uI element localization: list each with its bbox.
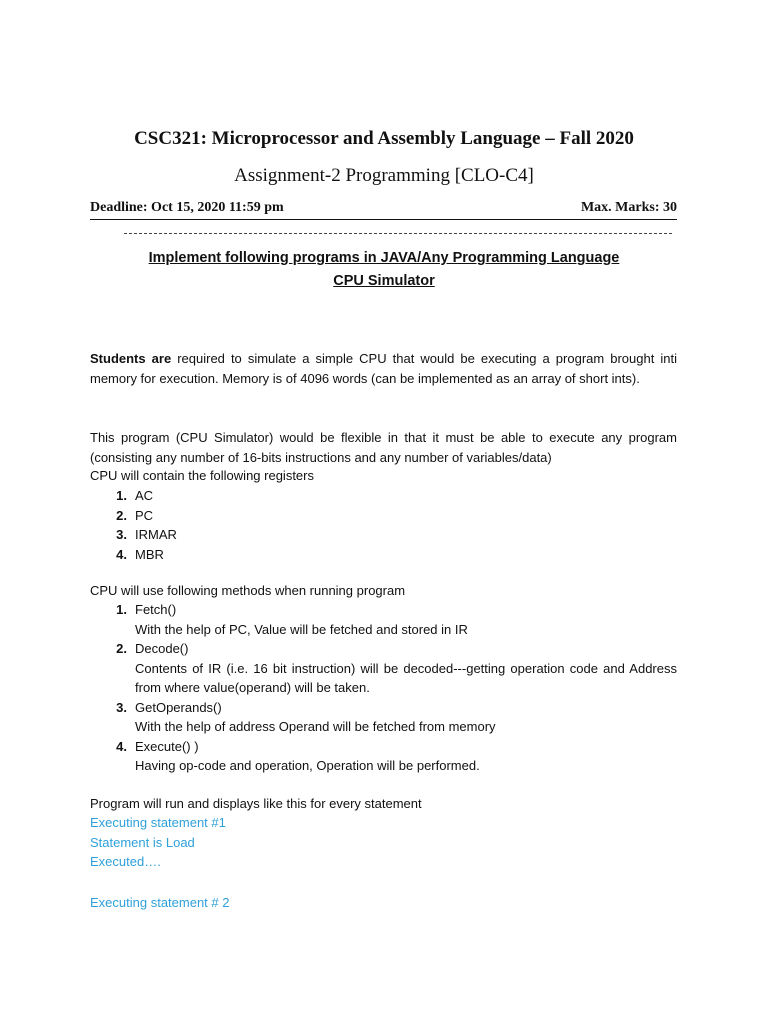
run-intro: Program will run and displays like this for every statement	[90, 796, 422, 811]
assignment-heading: Implement following programs in JAVA/Any Programming Language	[148, 250, 620, 266]
list-item: 2. Decode() Contents of IR (i.e. 16 bit instruction) will be decoded---getting operation code and Address from where value(operand) will be taken.	[90, 639, 677, 698]
course-title: CSC321: Microprocessor and Assembly Language – Fall 2020	[134, 128, 634, 149]
students-paragraph	[90, 349, 677, 388]
meta-row	[90, 200, 677, 220]
students-label: Students are	[90, 351, 172, 366]
list-item: 4. Execute() ) Having op-code and operation, Operation will be performed.	[90, 737, 677, 776]
dashed-divider	[124, 233, 672, 234]
list-item: 3. GetOperands() With the help of address Operand will be fetched from memory	[90, 698, 677, 737]
sample-output-line: Executing statement # 2	[90, 895, 230, 910]
method-name: Execute() )	[135, 738, 199, 754]
sample-output-line: Executing statement #1	[90, 815, 226, 830]
list-item: 1. Fetch() With the help of PC, Value will be fetched and stored in IR	[90, 600, 677, 639]
method-name: GetOperands()	[135, 699, 222, 715]
assignment-title: Assignment-2 Programming [CLO-C4]	[234, 165, 534, 186]
students-text: required to simulate a simple CPU that would be executing a program brought inti memory for execution. Memory is of 4096 words (can be implemented as an array of short ints).	[90, 351, 677, 386]
method-name: Fetch()	[135, 602, 177, 617]
methods-list	[90, 600, 677, 776]
method-description: With the help of PC, Value will be fetched and stored in IR	[135, 621, 468, 637]
sample-output-line: Executed….	[90, 854, 161, 869]
list-item: 2. PC	[116, 507, 154, 523]
list-item: 4. MBR	[116, 546, 164, 562]
program-paragraph: This program (CPU Simulator) would be flexible in that it must be able to execute any program (consisting any number of 16-bits instructions and any number of variables/data)	[90, 430, 677, 465]
list-item: 1. AC	[116, 488, 154, 503]
methods-intro: CPU will use following methods when running program	[90, 583, 406, 598]
deadline: Deadline: Oct 15, 2020 11:59 pm	[90, 200, 284, 215]
method-description: Contents of IR (i.e. 16 bit instruction) will be decoded---getting operation code and Address from where value(operand) will be taken.	[135, 660, 677, 695]
method-name: Decode()	[135, 641, 189, 656]
assignment-subheading: CPU Simulator	[333, 273, 435, 289]
method-description: Having op-code and operation, Operation will be performed.	[135, 758, 480, 773]
method-description: With the help of address Operand will be fetched from memory	[135, 719, 496, 734]
list-item: 3. IRMAR	[116, 527, 177, 542]
sample-output-line: Statement is Load	[90, 835, 195, 850]
max-marks: Max. Marks: 30	[580, 200, 677, 215]
registers-list	[90, 486, 677, 564]
registers-intro: CPU will contain the following registers	[90, 468, 314, 483]
